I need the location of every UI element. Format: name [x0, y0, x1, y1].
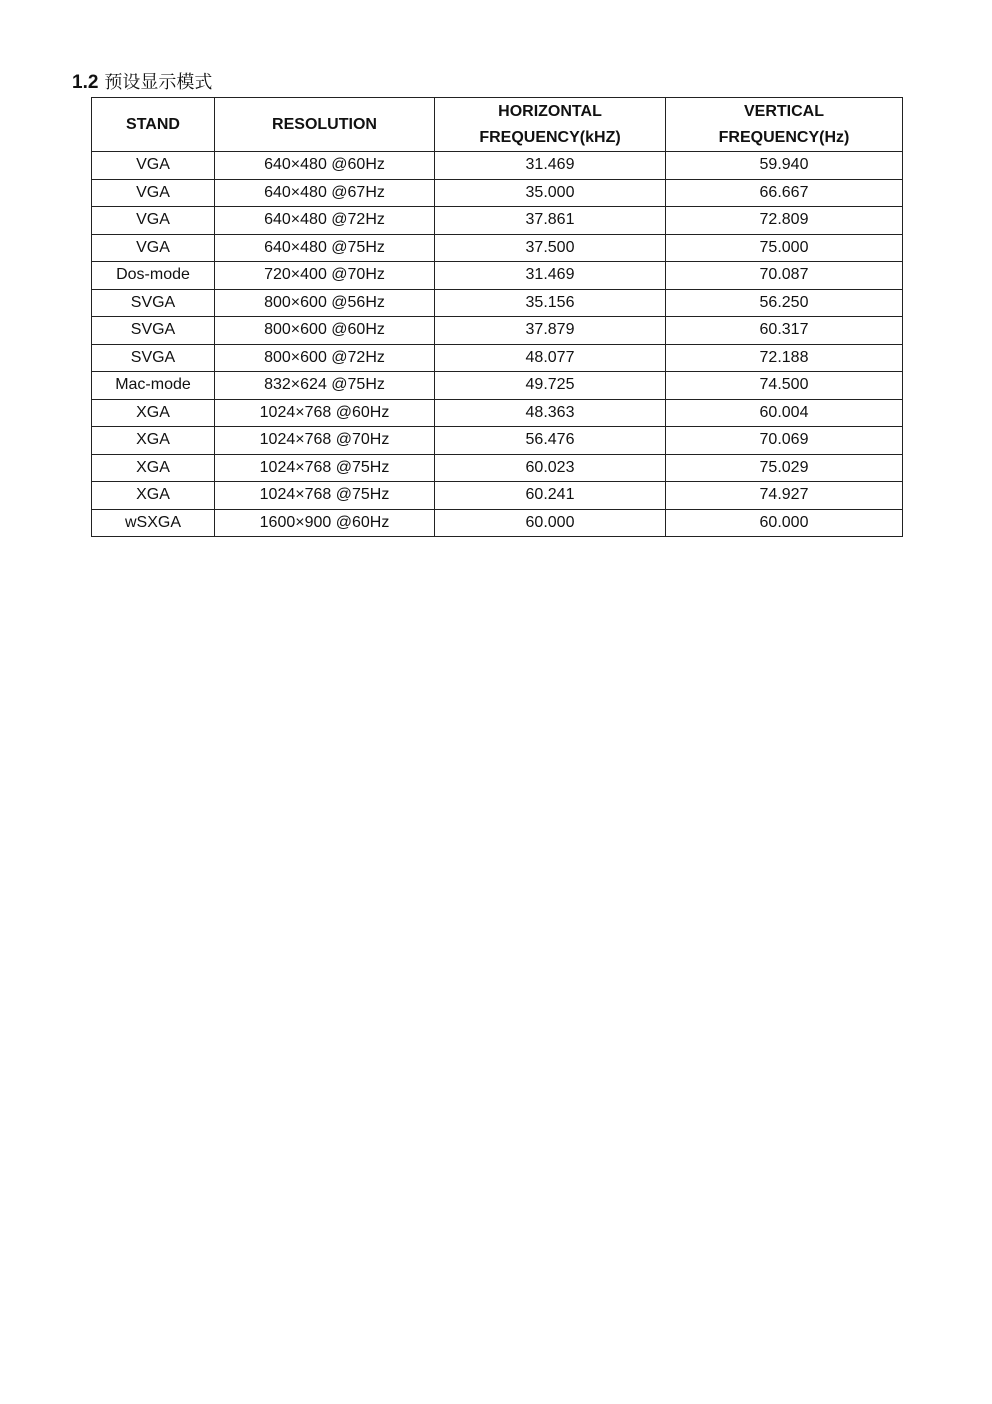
table-row [92, 262, 903, 290]
cell-stand: XGA [92, 454, 215, 482]
cell-stand: Mac-mode [92, 372, 215, 400]
table-row [92, 234, 903, 262]
cell-stand: XGA [92, 482, 215, 510]
cell-horizontal-frequency: 49.725 [435, 372, 666, 400]
cell-horizontal-frequency: 56.476 [435, 427, 666, 455]
cell-stand: SVGA [92, 289, 215, 317]
cell-stand: Dos-mode [92, 262, 215, 290]
cell-stand: SVGA [92, 317, 215, 345]
cell-horizontal-frequency: 35.156 [435, 289, 666, 317]
cell-resolution: 800×600 @72Hz [215, 344, 435, 372]
cell-vertical-frequency: 70.069 [666, 427, 903, 455]
cell-resolution: 640×480 @67Hz [215, 179, 435, 207]
header-stand: STAND [92, 98, 215, 152]
cell-horizontal-frequency: 48.077 [435, 344, 666, 372]
cell-stand: XGA [92, 399, 215, 427]
cell-horizontal-frequency: 31.469 [435, 152, 666, 180]
cell-stand: XGA [92, 427, 215, 455]
cell-horizontal-frequency: 60.241 [435, 482, 666, 510]
cell-vertical-frequency: 72.188 [666, 344, 903, 372]
cell-vertical-frequency: 75.029 [666, 454, 903, 482]
table-row [92, 372, 903, 400]
cell-resolution: 800×600 @60Hz [215, 317, 435, 345]
table-row [92, 344, 903, 372]
cell-resolution: 1024×768 @75Hz [215, 482, 435, 510]
table-row [92, 289, 903, 317]
cell-vertical-frequency: 60.000 [666, 509, 903, 537]
cell-vertical-frequency: 59.940 [666, 152, 903, 180]
table-row [92, 152, 903, 180]
cell-vertical-frequency: 70.087 [666, 262, 903, 290]
cell-horizontal-frequency: 31.469 [435, 262, 666, 290]
cell-vertical-frequency: 75.000 [666, 234, 903, 262]
cell-resolution: 720×400 @70Hz [215, 262, 435, 290]
header-horizontal-line2: FREQUENCY(kHZ) [479, 128, 621, 146]
section-heading [72, 70, 212, 96]
cell-resolution: 800×600 @56Hz [215, 289, 435, 317]
section-number: 1.2 [72, 72, 99, 93]
header-row [92, 98, 903, 152]
cell-stand: VGA [92, 234, 215, 262]
cell-horizontal-frequency: 35.000 [435, 179, 666, 207]
table-body [92, 152, 903, 537]
cell-stand: SVGA [92, 344, 215, 372]
table-row [92, 427, 903, 455]
cell-stand: wSXGA [92, 509, 215, 537]
cell-horizontal-frequency: 37.500 [435, 234, 666, 262]
table-row [92, 179, 903, 207]
header-resolution: RESOLUTION [215, 98, 435, 152]
cell-resolution: 640×480 @72Hz [215, 207, 435, 235]
cell-resolution: 1024×768 @70Hz [215, 427, 435, 455]
cell-horizontal-frequency: 60.000 [435, 509, 666, 537]
cell-stand: VGA [92, 152, 215, 180]
table-row [92, 482, 903, 510]
cell-resolution: 640×480 @75Hz [215, 234, 435, 262]
cell-resolution: 640×480 @60Hz [215, 152, 435, 180]
cell-vertical-frequency: 60.004 [666, 399, 903, 427]
table-header [92, 98, 903, 152]
table-row [92, 509, 903, 537]
table-row [92, 454, 903, 482]
cell-horizontal-frequency: 60.023 [435, 454, 666, 482]
header-vertical-frequency [666, 98, 903, 152]
cell-vertical-frequency: 74.500 [666, 372, 903, 400]
header-vertical-line1: VERTICAL [744, 102, 824, 120]
cell-vertical-frequency: 72.809 [666, 207, 903, 235]
cell-resolution: 832×624 @75Hz [215, 372, 435, 400]
table-row [92, 317, 903, 345]
table-row [92, 207, 903, 235]
header-horizontal-frequency [435, 98, 666, 152]
cell-resolution: 1600×900 @60Hz [215, 509, 435, 537]
cell-vertical-frequency: 74.927 [666, 482, 903, 510]
header-vertical-line2: FREQUENCY(Hz) [718, 128, 850, 146]
cell-resolution: 1024×768 @75Hz [215, 454, 435, 482]
table-row [92, 399, 903, 427]
cell-stand: VGA [92, 207, 215, 235]
cell-resolution: 1024×768 @60Hz [215, 399, 435, 427]
cell-stand: VGA [92, 179, 215, 207]
cell-vertical-frequency: 56.250 [666, 289, 903, 317]
header-horizontal-line1: HORIZONTAL [498, 102, 602, 120]
cell-horizontal-frequency: 37.879 [435, 317, 666, 345]
preset-display-modes-table [91, 97, 903, 537]
cell-vertical-frequency: 60.317 [666, 317, 903, 345]
cell-vertical-frequency: 66.667 [666, 179, 903, 207]
section-title: 预设显示模式 [104, 72, 213, 93]
cell-horizontal-frequency: 48.363 [435, 399, 666, 427]
cell-horizontal-frequency: 37.861 [435, 207, 666, 235]
